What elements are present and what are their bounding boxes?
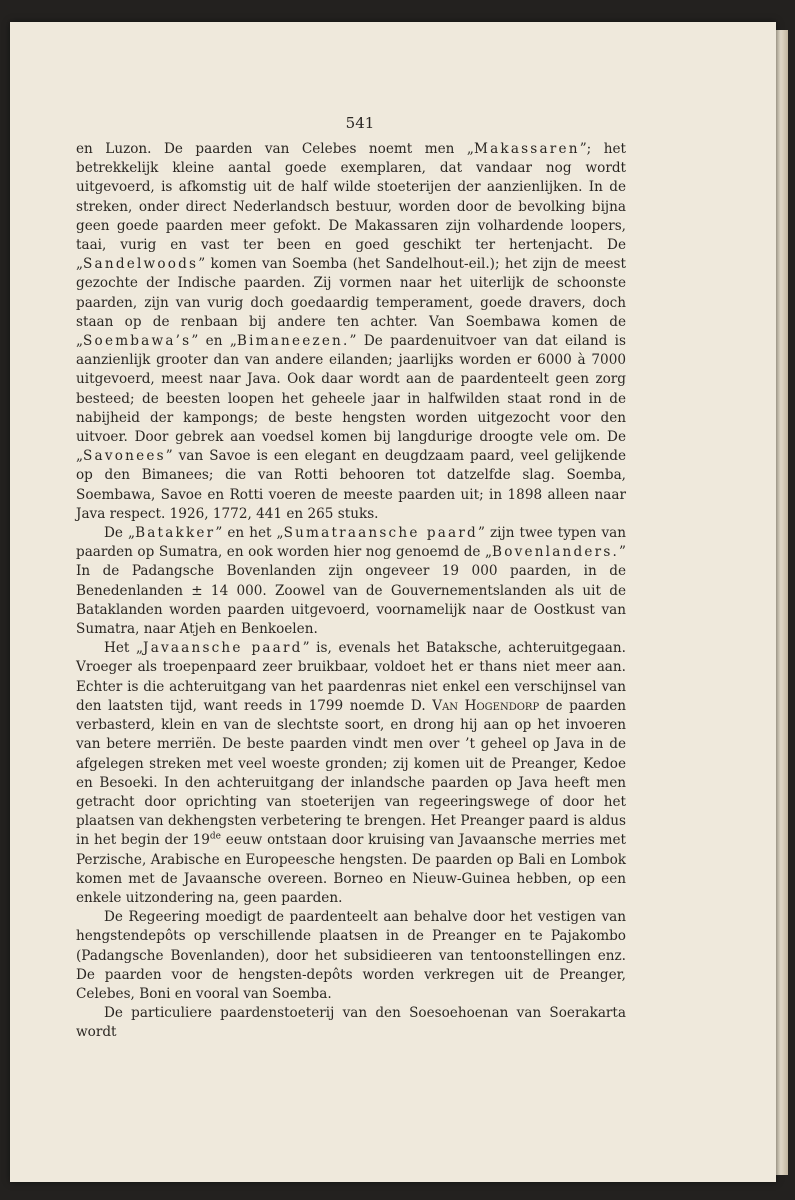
emphasis-makassaren: Makassaren xyxy=(473,141,580,157)
emphasis-sandelwoods: Sandelwoods xyxy=(83,256,199,273)
text-run: ” In de Padangsche Bovenlanden zijn ongeveer 19 000 paarden, in de Benedenlanden ± 14 000. Zoowel van de Gouvernementslanden als uit de Bataklanden worden paarden uitgevoerd, voornamelijk naar de Oostkust van Sumatra, naar Atjeh en Benkoelen. xyxy=(76,544,626,638)
text-run: ” De paardenuitvoer van dat eiland is aanzienlijk grooter dan van andere eilanden; jaarlijks worden er 6000 à 7000 uitgevoerd, meest naar Java. Ook daar wordt aan de paardenteelt geen zorg besteed; de beesten loopen het geheele jaar in halfwilden staat rond in de nabijheid der kampongs; de beste hengsten worden uitgezocht voor den uitvoer. Door gebrek aan voedsel komen bij langdurige droogte vele om. De „ xyxy=(76,333,626,465)
text-run: ” en het „ xyxy=(215,525,284,542)
paragraph-3 xyxy=(76,639,626,908)
text-run: ” is, evenals het Bataksche, achteruitgegaan. Vroeger als troepenpaard zeer bruikbaar, voldoet het er thans niet meer aan. Echter is die achteruitgang van het paardenras niet enkel een verschijnsel van den laatsten tijd, want reeds in 1799 noemde D. xyxy=(76,640,626,714)
text-run: eeuw ontstaan door kruising van Javaansche merries met Perzische, Arabische en Europeesche hengsten. De paarden op Bali en Lombok komen met de Javaansche overeen. Borneo en Nieuw-Guinea hebben, op een enkele uitzondering na, geen paarden. xyxy=(76,832,626,906)
emphasis-batakker: Batakker xyxy=(135,525,216,542)
emphasis-sumatraansche-paard: Sumatraansche paard xyxy=(283,525,478,542)
text-run: de paarden verbasterd, klein en van de slechtste soort, en drong hij aan op het invoeren van betere merriën. De beste paarden vindt men over ’t geheel op Java in de afgelegen streken met veel woeste gronden; zij komen uit de Preanger, Kedoe en Besoeki. In den achteruitgang der inlandsche paarden op Java heeft men getracht door oprichting van stoeterijen van regeeringswege of door het plaatsen van dekhengsten verbetering te brengen. Het Preanger paard is aldus in het begin der 19 xyxy=(76,697,626,849)
text-run: ” en „ xyxy=(191,333,237,350)
paragraph-4: De Regeering moedigt de paardenteelt aan behalve door het vestigen van hengstendepôts op verschillende plaatsen in de Preanger en te Pajakombo (Padangsche Bovenlanden), door het subsidieeren van tentoonstellingen enz. De paarden voor de hengsten-depôts worden verkregen uit de Preanger, Celebes, Boni en vooral van Soemba. xyxy=(76,909,626,1002)
text-run: ” van Savoe is een elegant en deugdzaam paard, veel gelijkende op den Bimanees; die van Rotti behooren tot datzelfde slag. Soemba, Soembawa, Savoe en Rotti voeren de meeste paarden uit; in 1898 alleen naar Java respect. 1926, 1772, 441 en 265 stuks. xyxy=(76,448,626,522)
emphasis-savonees: Savonees xyxy=(83,448,166,465)
paragraph-5: De particuliere paardenstoeterij van den Soesoehoenan van Soerakarta wordt xyxy=(76,1005,626,1041)
text-run: en Luzon. De paarden van Celebes noemt men „ xyxy=(76,141,474,157)
body-text xyxy=(76,140,626,1043)
text-run: Het „ xyxy=(104,640,144,657)
page-number: 541 xyxy=(345,114,375,132)
page-edge xyxy=(776,30,788,1175)
author-name: Van Hogendorp xyxy=(432,697,540,714)
text-run: ” komen van Soemba (het Sandelhout-eil.); het zijn de meest gezochte der Indische paarden. Zij vormen naar het uiterlijk de schoonste paarden, zijn van vurig doch goedaardig temperament, goede dravers, doch staan op de renbaan bij andere ten achter. Van Soembawa komen de „ xyxy=(76,256,626,350)
text-run: De „ xyxy=(104,525,136,542)
ordinal-suffix: de xyxy=(209,831,221,842)
emphasis-bimaneezen: Bimaneezen. xyxy=(236,333,350,350)
text-run: ” zijn twee typen van paarden op Sumatra, en ook worden hier nog genoemd de „ xyxy=(76,525,627,561)
emphasis-soembawas: Soembawa’s xyxy=(83,333,192,350)
paragraph-1 xyxy=(76,140,626,524)
paragraph-2 xyxy=(76,524,626,639)
text-run: ”; het betrekkelijk kleine aantal goede exemplaren, dat vandaar nog wordt uitgevoerd, is afkomstig uit de half wilde stoeterijen der aanzienlijken. In de streken, onder direct Nederlandsch bestuur, worden door de bevolking bijna geen goede paarden meer gefokt. De Makassaren zijn volhardende loopers, taai, vurig en vast ter been en goed geschikt ter hertenjacht. De „ xyxy=(76,141,626,273)
emphasis-javaansche-paard: Javaansche paard xyxy=(143,640,303,657)
emphasis-bovenlanders: Bovenlanders. xyxy=(492,544,620,561)
